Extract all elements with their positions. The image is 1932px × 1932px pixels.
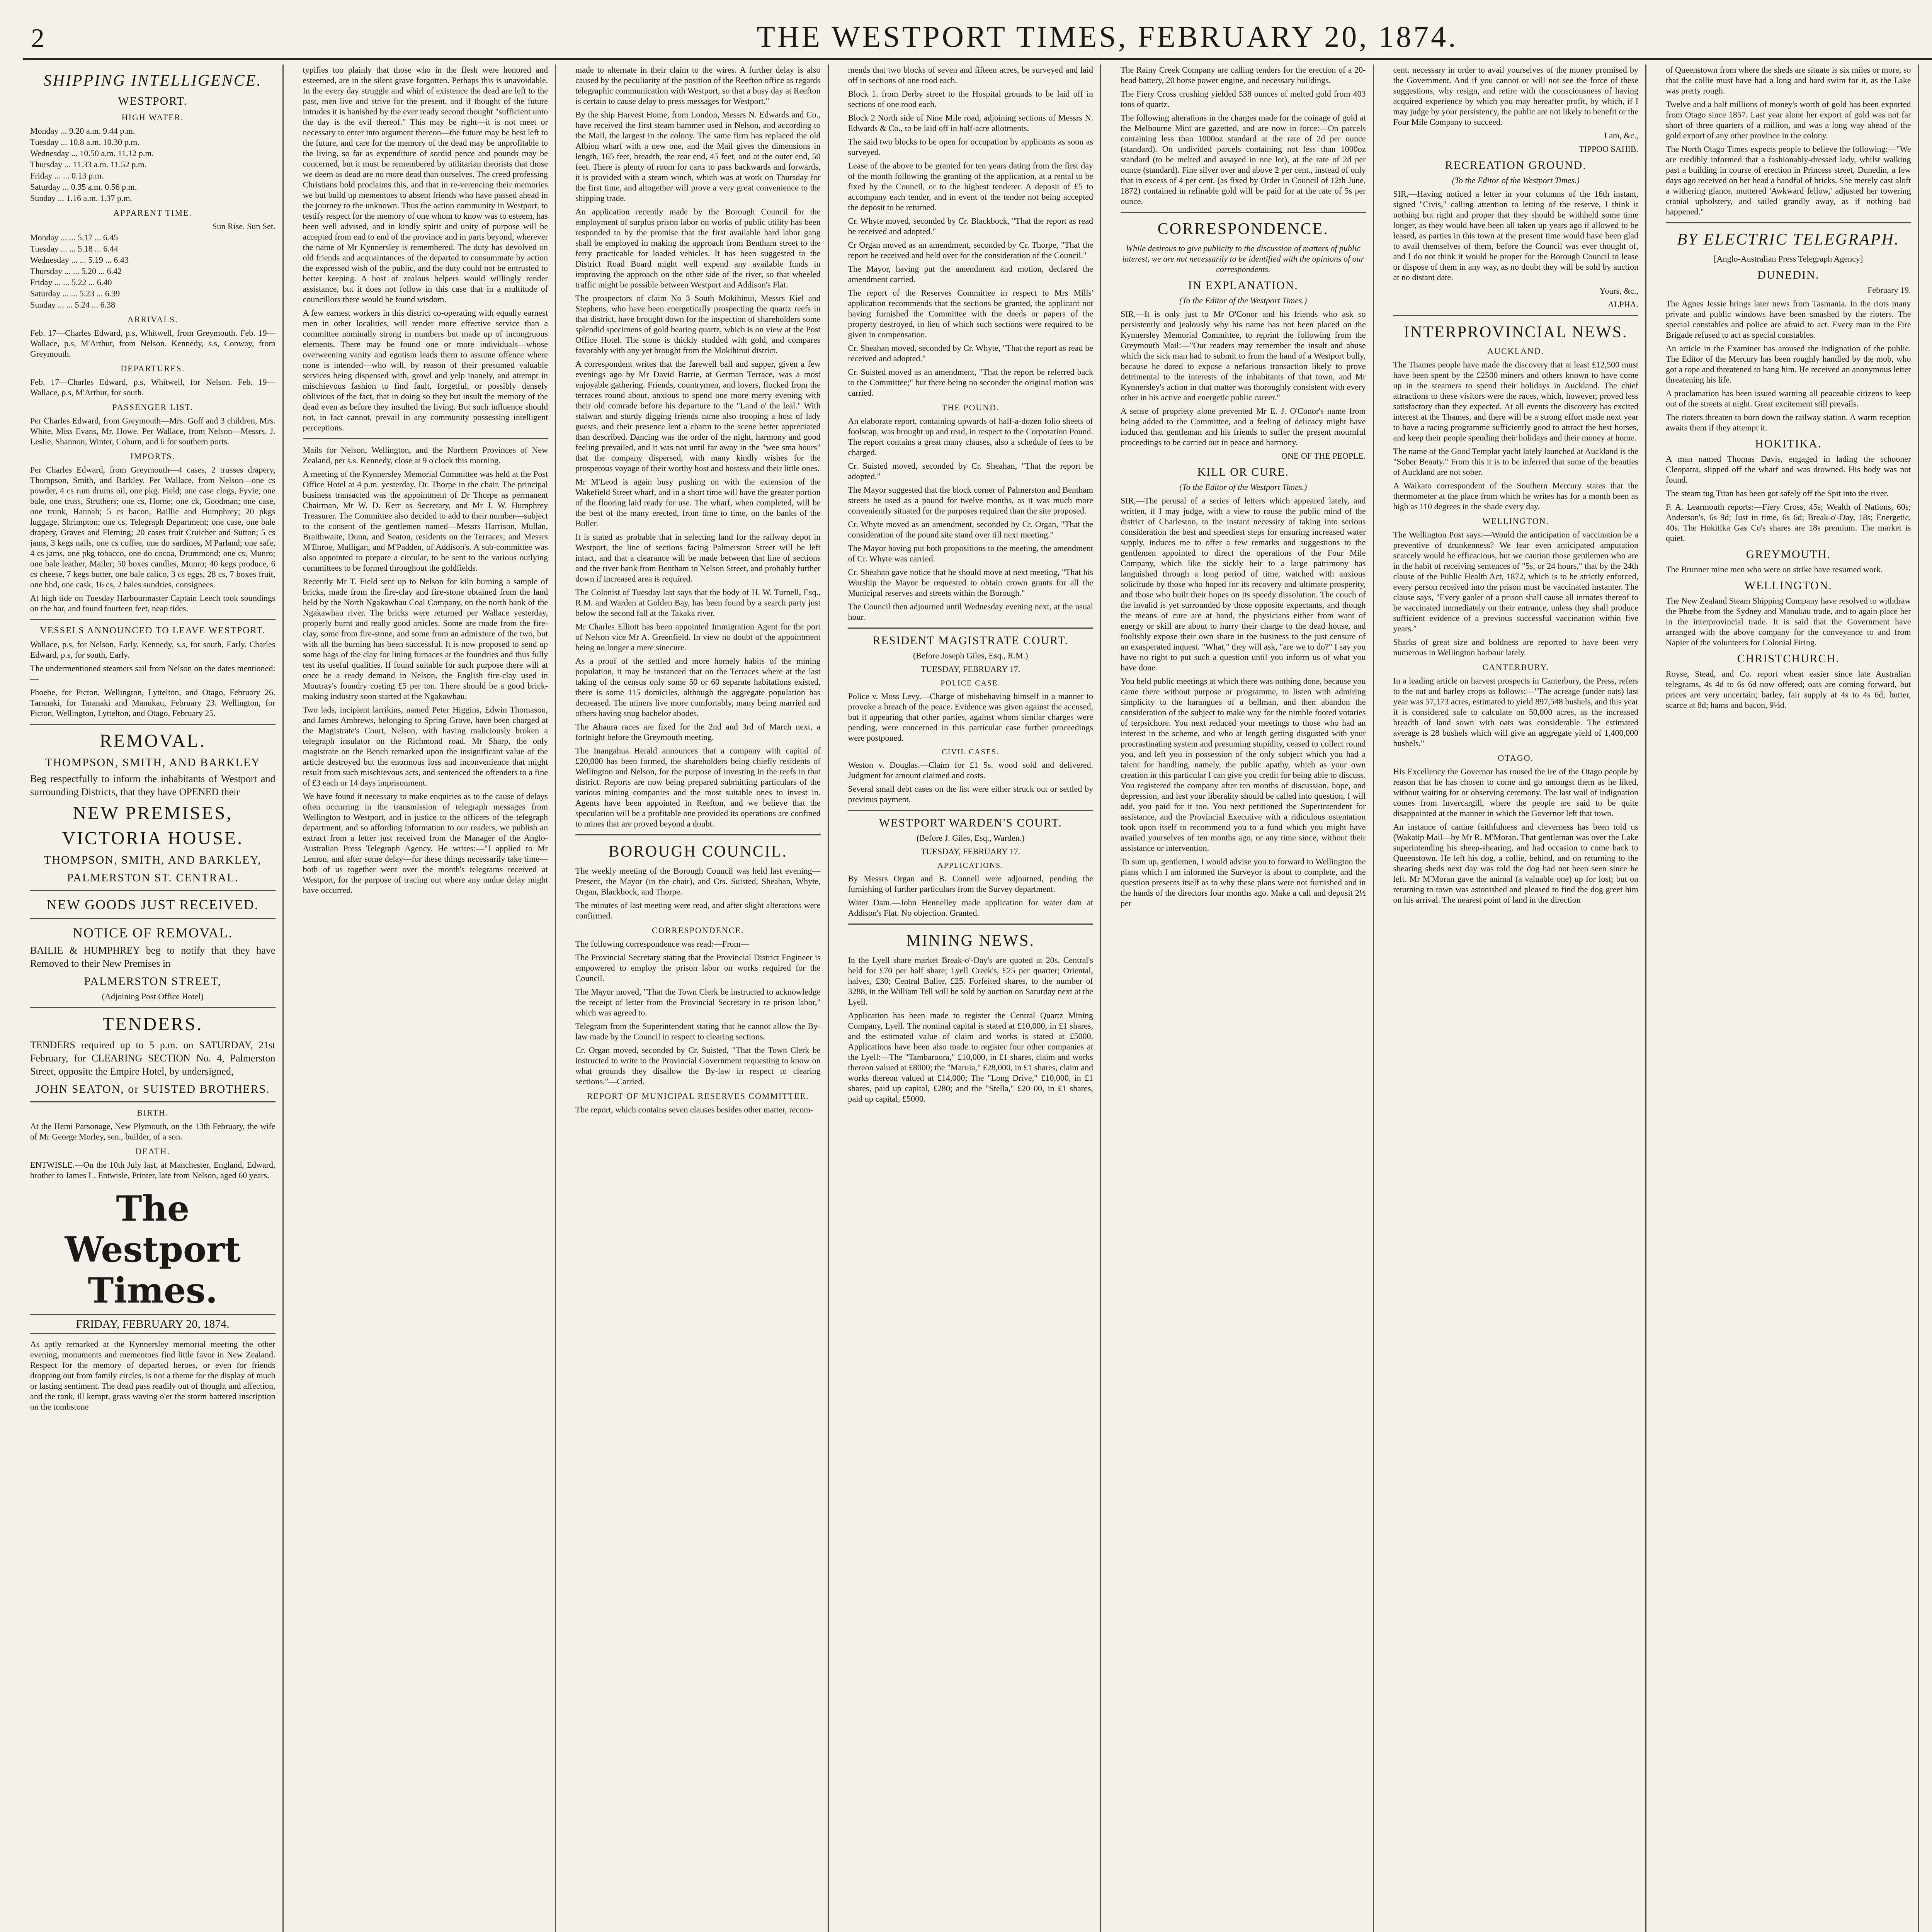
divider (575, 834, 821, 835)
telegram-paragraph: The Brunner mine men who were on strike have resumed work. (1666, 565, 1883, 574)
telegram-paragraph: The steam tug Titan has been got safely off the Spit into the river. (1666, 488, 1889, 498)
council-paragraph: Cr. Organ moved, seconded by Cr. Suisted, "That the Town Clerk be instructed to write to the Provincial Government requesting to know on what grounds they disallow the By-law in respect to clearing sections."—Carried. (575, 1045, 821, 1086)
news-paragraph: An instance of canine faithfulness and cleverness has been told us (Wakatip Mail—by Mr R. M'Moran. That gentleman was over the Lake superintending his sheep-shearing, and had occasion to come back to Queenstown. He left his dog, a collie, behind, and on returning to the shearing sheds next day was told the dog had not been seen since he left. Mr M'Moran gave the animal (a valuable one) up for lost; but on returning to town was astonished and pleased to find the dog greet him on his arrival. The nearest point of land in the direction (1393, 822, 1638, 905)
warden-court-sub: (Before J. Giles, Esq., Warden.) (917, 833, 1025, 843)
telegram-paragraph: The Agnes Jessie brings later news from Tasmania. In the riots many private and public windows have been smashed by the rioters. The special constables and police are afraid to act. Every man in the Fire Brigade refused to act as special constables. (1666, 299, 1911, 340)
news-paragraph: In a leading article on harvest prospects in Canterbury, the Press, refers to the oat and barley crops as follows:—"The acreage (under oats) last year was 57,173 acres, estimated to yield 897,548 bushels, and this year it is considered safe to calculate on 50,000 acres, as the increased breadth of land sown with oats was considerable. The estimated average is 28 bushels which will give an aggregate yield of 1,400,000 bushels." (1393, 676, 1638, 748)
news-paragraph: The Colonist of Tuesday last says that the body of H. W. Turnell, Esq., R.M. and Warden at Golden Bay, has been found by a search party just below the second fall at the Takaka river. (575, 587, 821, 618)
rm-court-heading: RESIDENT MAGISTRATE COURT. (872, 634, 1069, 647)
page-number: 2 (31, 24, 44, 53)
divider (30, 918, 276, 919)
divider (848, 810, 1094, 811)
divider (30, 1101, 276, 1102)
council-paragraph: The report of the Reserves Committee in respect to Mrs Mills' application recommends that the sections be granted, the applicant not having furnished the Committee with the deeds or papers of the property destroyed, in lieu of which such sections were required to be given in compensation. (848, 288, 1093, 339)
imports-text: Per Charles Edward, from Greymouth—4 cases, 2 trusses drapery, Thompson, Smith, and Barkley. Per Wallace, from Nelson—one cs powder, 4 cs rum drums oil, one pkg. Field; one case clogs, Fyvie; one bale, one truss, Struthers; one cs, Horne; one ck, Goodman; one case, one trunk, Hannah; 5 cs bacon, Baillie and Humphrey; 20 pkgs luggage, Shrimpton; one cs, Telegraph Department; one case, one bale drapery, Graves and Fleming; 20 cases fruit Cruicher and Sutton; 5 cs jams, 3 kegs nails, one cs coffee, one do sardines, M'Parland; one safe, 4 cs jams, one pkg tobacco, one do cocoa, Drummond; one cs, Munro; one bale leather, Mailer; 50 boxes candles, Munro; 40 kegs produce, 6 cs cheese, 7 kegs butter, one bale calico, 3 cs eggs, 28 cs, 7 boxes fruit, one bhd, one cask, 16 cs, 2 bales sundries, consignees. (30, 465, 276, 589)
baillie-text: BAILIE & HUMPHREY beg to notify that they have Removed to their New Premises in (30, 945, 276, 969)
letter-paragraph: A sense of propriety alone prevented Mr E. J. O'Conor's name from being added to the Committee, and a feeling of delicacy might have induced that gentleman and his friends to suffer the present mournful proceedings to be carried out in peace and harmony. (1121, 406, 1366, 447)
letter-signature: Yours, &c., (1599, 286, 1638, 296)
vessels-heading: VESSELS ANNOUNCED TO LEAVE WESTPORT. (40, 626, 266, 636)
court-paragraph: Police v. Moss Levy.—Charge of misbehaving himself in a manner to provoke a breach of the peace. Evidence was given against the accused, but it appearing that other parties, against whom similar charges were pending, were concerned in this particular case further proceedings were postponed. (848, 691, 1093, 743)
council-paragraph: Cr. Suisted moved as an amendment, "That the report be referred back to the Committee;" but there being no seconder the original motion was carried. (848, 367, 1093, 398)
divider (1393, 315, 1639, 316)
telegram-paragraph: Royse, Stead, and Co. report wheat easier since late Australian telegrams, 4s 4d to 6s 6d now offered; oats are coming forward, but prices are very uncertain; barley, fair supply at 4s to 4s 6d; butter, scarce at 8d; hams and bacon, 9½d. (1666, 669, 1911, 710)
interprovincial-heading: INTERPROVINCIAL NEWS. (1404, 323, 1628, 341)
rm-court-sub: (Before Joseph Giles, Esq., R.M.) (913, 651, 1028, 660)
news-paragraph: The North Otago Times expects people to believe the following:—"We are credibly informed that a fashionably-dressed lady, whilst walking past a building in course of erection in Princess street, Dunedin, a few days ago received on her head a handful of bricks. She merely cast aloft a withering glance, muttered 'Awkward fellow,' adjusted her towering cranial upholstery, and sailed grandly away, as if nothing had happened." (1666, 144, 1911, 216)
correspondence-heading: CORRESPONDENCE. (1157, 220, 1329, 238)
death-text: ENTWISLE.—On the 10th July last, at Manchester, England, Edward, brother to James L. Entwisle, Printer, late from Nelson, aged 60 years. (30, 1160, 276, 1180)
divider (30, 724, 276, 725)
sun-row: Sunday ... ... 5.24 ... 6.38 (30, 300, 115, 310)
applications-heading: APPLICATIONS. (937, 861, 1004, 870)
news-paragraph: made to alternate in their claim to the wires. A further delay is also caused by the peculiarity of the position of the Reefton office as regards telegraphic communication with Westport, so that a busy day at Reefton is certain to cause delay to press messages for Westport." (575, 65, 821, 106)
mining-paragraph: Application has been made to register the Central Quartz Mining Company, Lyell. The nominal capital is stated at £10,000, in £1 shares, and the estimated value of claim and works is stated at £5000. Applications have been also made to register four other companies at the Lyell:—The "Tambaroora," £10,000, in £1 shares, claim and works thereon valued at £8000; the "Maruia," £28,000, in £1 shares, claim and works thereon valued at £14,000; The "Long Drive," £10,000, in £1 shares, paid up capital, £280; and the "Stella," £20 00, in £1 shares, paid up capital, £5000. (848, 1010, 1093, 1104)
adjoining-note: (Adjoining Post Office Hotel) (102, 992, 204, 1001)
telegram-paragraph: F. A. Learmouth reports:—Fiery Cross, 45s; Wealth of Nations, 60s; Anderson's, 6s 9d; Just in time, 6s 6d; Break-o'-Day, 18s; Energetic, 40s. The Hokitika Gas Co's shares are 18s premium. The market is quiet. (1666, 502, 1911, 543)
news-paragraph: The Thames people have made the discovery that at least £12,500 must have been spent by the £2500 miners and others known to have come up in the steamers to spend their holidays in Auckland. The chief attractions to these visitors were the races, which, however, proved less satisfactory than they expected. At all events the discovery has excited interest at the Thames, and there will be a strong effort made next year to have a racing programme sufficiently good to attract the best horses, and keep their people spending their holidays and their money at home. (1393, 360, 1638, 442)
dunedin-heading: DUNEDIN. (1757, 269, 1820, 281)
greymouth-heading: GREYMOUTH. (1746, 548, 1831, 561)
tenders-text: TENDERS required up to 5 p.m. on SATURDAY, 21st February, for CLEARING SECTION No. 4, Palmerston Street, opposite the Empire Hotel, by undersigned, (30, 1039, 276, 1077)
council-paragraph: The weekly meeting of the Borough Council was held last evening—Present, the Mayor (in the chair), and Crs. Suisted, Sheahan, Whyte, Organ, Blackbock, and Thorpe. (575, 866, 821, 896)
article-paragraph: A few earnest workers in this district co-operating with equally earnest men in other localities, will render more effective service than a committee nominally strong in numbers but made up of incongruous elements. There may be found one or more individuals—whose overweening vanity and egotism leads them to assume offence where none is intended—who will, by reason of their presumed valuable services being dispensed with, growl and yelp inanely, and attempt in mischievous fashion to find fault, forgetful, or possibly densely oblivious of the fact, that in doing so they but insult the memory of the dead even as before they insulted the living. But such influence should not, in fact cannot, prevail in any community possessing intelligent perceptions. (303, 308, 548, 432)
news-paragraph: A Waikato correspondent of the Southern Mercury states that the thermometer at the place from which he writes has for a month been as high as 110 degrees in the shade every day. (1393, 481, 1638, 511)
tide-row: Tuesday ... 10.8 a.m. 10.30 p.m. (30, 137, 139, 147)
canterbury-heading: CANTERBURY. (1482, 662, 1549, 672)
letter-signature: TIPPOO SAHIB. (1578, 144, 1638, 154)
column-7 (1659, 65, 1919, 1932)
news-paragraph: By the ship Harvest Home, from London, Messrs N. Edwards and Co., have received the first steam hammer used in Nelson, and according to the Mail, the largest in the colony. The same firm has replaced the old Albion wharf with a new one, and the Mail gives the dimensions in length, 165 feet, breadth, the rear end, 45 feet, and at the outer end, 50 feet. There is plenty of room for carts to pass backwards and forwards, it is provided with a steam winch, which was at work on Thursday for the first time, and altogether will prove a very great convenience to the shipping trade. (575, 110, 821, 203)
recreation-to: (To the Editor of the Westport Times.) (1452, 175, 1580, 185)
hokitika-heading: HOKITIKA. (1755, 437, 1822, 450)
leader-text: As aptly remarked at the Kynnersley memorial meeting the other evening, monuments and mementoes find little favor in New Zealand. Respect for the memory of departed heroes, or even for friends dropping out from family circles, is not a theme for the display of much or lasting sentiment. The dead pass readily out of thought and affection, and the rank, ill kempt, grass waving o'er the storm battered inscription on the tombstone (30, 1339, 276, 1412)
court-paragraph: Several small debt cases on the list were either struck out or settled by previous payment. (848, 784, 1093, 804)
divider (848, 628, 1094, 629)
column-2 (296, 65, 556, 1932)
arrivals-text: Feb. 17—Charles Edward, p.s, Whitwell, from Greymouth. Feb. 19—Wallace, p.s, M'Arthur, from Nelson. Kennedy, s.s, Conway, from Greymouth. (30, 328, 276, 359)
tender-names: JOHN SEATON, or SUISTED BROTHERS. (35, 1083, 270, 1095)
council-paragraph: The Mayor moved, "That the Town Clerk be instructed to acknowledge the receipt of letter from the Provincial Secretary in re prison labor," which was agreed to. (575, 987, 821, 1017)
letter-paragraph: You held public meetings at which there was nothing done, because you came there without purpose or programme, to listen with admiring simplicity to the harangues of a bellman, and then abandon the consideration of the subject to make way for the nimble footed votaries of terpsichore. You next reduced your meetings to those who had an interest in the scheme, and who at length getting disgusted with your procrastinating system and presuming stupidity, ceased to collect round you, and left you in possession of the only subject which you had a talent for handling, namely, the public apathy, which as your own creation in this particular I can give you credit for being able to discuss. You registered the company after ten months of discussion, hope, and depression, and lest your liberality should be called into question, I will add, you paid for it too. You next petitioned the Superintendent for assistance, and the Provincial Executive with a ridiculous ostentation took upon itself to recommend you to a fund which you might have availed yourselves of ten months ago, or any time since, without their assistance or intervention. (1121, 676, 1366, 853)
paper-title: The Westport Times. (65, 1188, 241, 1311)
telegram-paragraph: The New Zealand Steam Shipping Company have resolved to withdraw the Phœbe from the Sydney and Manukau trade, and to again place her in the interprovincial trade. It is said that the Government have arranged with the above company for the conveyance to and from Napier of the volunteers for Colonial Firing. (1666, 596, 1911, 647)
otago-heading: OTAGO. (1498, 753, 1534, 763)
dunedin-date: February 19. (1867, 285, 1911, 295)
letter-paragraph: SIR,—It is only just to Mr O'Conor and his friends who ask so persistently and jealously why his name has not been placed on the Kynnersley Memorial Committee, to reprint the following from the Greymouth Mail:—"Our readers may remember the insult and abuse which the sick man had to submit to from the hand of a Westport bully, because he dared to expose a nefarious transaction likely to prove detrimental to the interests of the inhabitants of that town, and Mr Kynnersley's action in that matter was thoroughly consistent with every other in his active and energetic public career." (1121, 309, 1366, 402)
letter-paragraph: cent. necessary in order to avail yourselves of the money promised by the Government. And if you cannot or will not see the force of these suggestions, why resign, and retire with the consciousness of having acquired experience by which you may hereafter profit, by which, if I may judge by your persistency, the public are not likely to benefit or the Four Mile Company to succeed. (1393, 65, 1638, 127)
removal-text: Beg respectfully to inform the inhabitants of Westport and surrounding Districts, that they have OPENED their (30, 773, 276, 798)
columns (23, 65, 1932, 1932)
news-paragraph: The Wellington Post says:—Would the anticipation of vaccination be a preventive of drunkenness? We fear even anticipated amputation scarcely would be efficacious, but we caution those gentlemen who are in the habit of receiving sentences of "5s, or 24 hours," that by the 24th clause of the Public Health Act, 1872, which is to be strictly enforced, every person received into the prison must be vaccinated instanter. The clause says, "Every gaoler of a prison shall cause all inmates thereof to be vaccinated immediately on their entrance, unless they shall produce sufficient evidence of a previous successful vaccination within five years." (1393, 530, 1638, 633)
court-paragraph: Water Dam.—John Hennelley made application for water dam at Addison's Flat. No objection. Granted. (848, 898, 1093, 918)
council-paragraph: Cr. Suisted moved, seconded by Cr. Sheahan, "That the report be adopted." (848, 461, 1093, 481)
warden-court-heading: WESTPORT WARDEN'S COURT. (879, 816, 1062, 829)
council-paragraph: An elaborate report, containing upwards of half-a-dozen folio sheets of foolscap, was brought up and read, in respect to the Corporation Pound. The report contains a great many clauses, also a schedule of fees to be charged. (848, 416, 1093, 457)
column-5 (1114, 65, 1374, 1932)
arrivals-heading: ARRIVALS. (127, 315, 178, 324)
departures-heading: DEPARTURES. (121, 364, 185, 373)
news-paragraph: A meeting of the Kynnersley Memorial Committee was held at the Post Office Hotel at 4 p.m. yesterday, Dr. Thorpe in the chair. The principal business transacted was the appointment of Dr Thorpe as permanent Chairman, Mr W. D. Kerr as Secretary, and Mr J. W. Humphrey Treasurer. The Committee also decided to add to their number—subject to the consent of the gentlemen named—Messrs Harrison, Mullan, Braithwaite, Dunn, and Seaton, residents on the Terraces; and Messrs M'Enroe, Mulligan, and M'Padden, of Addison's. A sub-committee was also appointed to prepare a circular, to be sent to the various outlying committees to be formed throughout the goldfields. (303, 469, 548, 573)
sun-row: Friday ... ... 5.22 ... 6.40 (30, 277, 112, 287)
correspondence-subheading: CORRESPONDENCE. (652, 925, 744, 935)
letter-signature: I am, &c., (1604, 131, 1638, 140)
kill-or-cure-heading: KILL OR CURE. (1197, 466, 1289, 478)
apparent-time-heading: APPARENT TIME. (113, 208, 192, 218)
letter-paragraph: SIR,—The perusal of a series of letters which appeared lately, and written, if I may judge, with a view to rouse the public mind of the district of Charleston, to the instant necessity of taking into serious consideration the best and speediest steps for ensuring increased water supply, induces me to offer a few remarks and suggestions to the gentlemen appointed to direct the operations of the Four Mile Company, which like the sickly heir to a large patrimony has languished through a long period of time, watched with anxious solicitude by those who hoped for its recovery and ultimate prosperity, and those who built their hopes on its speedy dissolution. The couch of the invalid is yet surrounded by those opposite expectants, and though the means of cure are at hand, the physicians either from want of energy or skill are about to hurry their charge to the dead house, and foolishly expose their own share in the business to the just censure of an exasperated inquest. "What," they will ask, "are we to do?" I say you have no right to put such a question until you inform us of what you have done. (1121, 496, 1366, 672)
news-paragraph: An application recently made by the Borough Council for the employment of surplus prison labor on works of public utility has been responded to by the promise that the first available hard labor gang shall be employed in making the approach from Bentham street to the ferry practicable for loaded vehicles. It has been suggested to the District Road Board might well expend any available funds in improving the approach on the other side of the river, so that wheeled traffic might be possible between Westport and Addison's Flat. (575, 207, 821, 289)
council-paragraph: The report, which contains seven clauses besides other matter, recom- (575, 1105, 813, 1114)
column-4 (841, 65, 1102, 1932)
council-paragraph: mends that two blocks of seven and fifteen acres, be surveyed and laid off in sections of one rood each. (848, 65, 1093, 85)
news-paragraph: As a proof of the settled and more homely habits of the mining population, it may be instanced that on the Terraces where at the last taking of the census only some 50 or 60 separate habitations existed, there is some 115 domiciles, although the aggregate population has decreased. The miners live more comfortably, many being married and others having snug bachelor abodes. (575, 656, 821, 718)
tide-row: Saturday ... 0.35 a.m. 0.56 p.m. (30, 182, 137, 192)
new-premises: NEW PREMISES, (73, 803, 233, 823)
column-3 (568, 65, 829, 1932)
birth-text: At the Hemi Parsonage, New Plymouth, on the 13th February, the wife of Mr George Morley, sen., builder, of a son. (30, 1121, 276, 1141)
palmerston-central: PALMERSTON ST. CENTRAL. (67, 871, 239, 884)
council-paragraph: Block 2 North side of Nine Mile road, adjoining sections of Messrs N. Edwards & Co., to be laid off in half-acre allotments. (848, 113, 1093, 133)
passenger-text: Per Charles Edward, from Greymouth—Mrs. Goff and 3 children, Mrs. White, Miss Evans, Mr. Howe. Per Wallace, from Nelson—Messrs. J. Leslie, Shannon, Winter, Coburn, and 6 for southern ports. (30, 416, 276, 446)
news-paragraph: Mr Charles Elliott has been appointed Immigration Agent for the port of Nelson vice Mr A. Greenfield. In view no doubt of the appointment being no longer a mere sinecure. (575, 622, 821, 652)
tide-row: Sunday ... 1.16 a.m. 1.37 p.m. (30, 193, 132, 203)
tide-row: Friday ... ... 0.13 p.m. (30, 171, 104, 180)
report-subheading: REPORT OF MUNICIPAL RESERVES COMMITTEE. (587, 1091, 809, 1101)
new-goods: NEW GOODS JUST RECEIVED. (46, 897, 259, 912)
council-paragraph: The said two blocks to be open for occupation by applicants as soon as surveyed. (848, 137, 1093, 157)
news-paragraph: Mails for Nelson, Wellington, and the Northern Provinces of New Zealand, per s.s. Kennedy, close at 9 o'clock this morning. (303, 445, 548, 465)
article-paragraph: typifies too plainly that those who in the flesh were honored and esteemed, are in the silent grave forgotten. Perhaps this is unavoidable. In the every day struggle and whirl of existence the dead are left to the past, men live and strive for the present, and if thought of the future intrudes it is banished by the ever ready second thought "sufficient unto the day is the evil thereof." This may be right—it is not meet or necessary to enter into argument thereon—the future may be best left to the future, and care for the memory of the dead may be unprofitable to the living, so far as expenditure of sordid pence and pounds may be concerned, but it must be remembered by utilitarian theorists that those we deem as dead are no more dead than ourselves. The creed professing Christians hold proclaims this, and that in re-verencing their memories we but build up mementoes to absent friends who have passed ahead in the journey to the unknown. Thus the action community in Westport, to testify respect for the memory of one whom to know was to esteem, has been well advised, and in kindly spirit and unity of purpose will be accepted from end to end of the province and in parts beyond, wherever the name of Mr Kynnersley is remembered. The duty has devolved on old friends and acquaintances of the departed to consummate by action the expressed wish of the public, and the duty could not be entrusted to better keeping. A host of zealous helpers would willingly render assistance, but it does not follow in this case that in a multitude of councillors there would be found wisdom. (303, 65, 548, 304)
council-paragraph: The Mayor having put both propositions to the meeting, the amendment of Cr. Whyte was carried. (848, 543, 1093, 563)
notice-removal-heading: NOTICE OF REMOVAL. (73, 925, 233, 940)
council-paragraph: The Provincial Secretary stating that the Provincial District Engineer is empowered to employ the prison labor on works required for the Council. (575, 952, 821, 983)
telegram-paragraph: The rioters threaten to burn down the railway station. A warm reception awaits them if they attempt it. (1666, 412, 1911, 432)
paper-date: FRIDAY, FEBRUARY 20, 1874. (30, 1314, 276, 1334)
court-paragraph: By Messrs Organ and B. Connell were adjourned, pending the furnishing of further particulars from the Survey department. (848, 874, 1093, 894)
victoria-house: VICTORIA HOUSE. (62, 828, 244, 849)
borough-heading: BOROUGH COUNCIL. (608, 843, 787, 861)
sun-header: Sun Rise. Sun Set. (212, 221, 276, 231)
masthead-title: THE WESTPORT TIMES, FEBRUARY 20, 1874. (757, 20, 1458, 53)
tenders-heading: TENDERS. (102, 1014, 203, 1034)
recreation-heading: RECREATION GROUND. (1445, 159, 1587, 172)
council-paragraph: Cr. Sheahan moved, seconded by Cr. Whyte, "That the report as read be received and adopted." (848, 343, 1093, 363)
explanation-heading: IN EXPLANATION. (1188, 279, 1298, 292)
news-paragraph: His Excellency the Governor has roused the ire of the Otago people by reason that he has chosen to come and go amongst them as he liked, without waiting for or observing ceremony. The last wail of indignation comes from Invercargill, where the people are said to be quite disappointed at the manner in which the Governor left that town. (1393, 767, 1638, 818)
divider (1121, 212, 1366, 213)
council-paragraph: Telegram from the Superintendent stating that he cannot allow the By-law made by the Council in respect to clearing sections. (575, 1021, 821, 1041)
divider (30, 1007, 276, 1008)
council-paragraph: The minutes of last meeting were read, and after slight alterations were confirmed. (575, 900, 821, 920)
police-case-heading: POLICE CASE. (940, 679, 1001, 687)
telegram-paragraph: A man named Thomas Davis, engaged in lading the schooner Cleopatra, slipped off the wharf and was drowned. His body was not found. (1666, 454, 1911, 485)
removal-heading: REMOVAL. (99, 731, 206, 751)
departures-text: Feb. 17—Charles Edward, p.s, Whitwell, for Nelson. Feb. 19—Wallace, p.s, M'Arthur, for south. (30, 377, 276, 397)
council-paragraph: The Mayor suggested that the block corner of Palmerston and Bentham streets be used as a pound for twelve months, as it was much more conveniently situated for the purposes required than the site proposed. (848, 485, 1093, 515)
news-paragraph: Sharks of great size and boldness are reported to have been very numerous in Wellington harbour lately. (1393, 637, 1638, 657)
news-paragraph: Twelve and a half millions of money's worth of gold has been exported from Otago since 1857. Last year alone her export of gold was not far short of three quarters of a million, and was a long way ahead of the gold export of any other province in the colony. (1666, 99, 1911, 140)
steamers-intro: The undermentioned steamers sail from Nelson on the dates mentioned:— (30, 663, 276, 684)
council-paragraph: Block 1. from Derby street to the Hospital grounds to be laid off in sections of one rood each. (848, 89, 1093, 109)
explanation-to: (To the Editor of the Westport Times.) (1179, 296, 1307, 305)
imports-heading: IMPORTS. (130, 451, 175, 461)
death-heading: DEATH. (135, 1146, 170, 1156)
news-paragraph: A correspondent writes that the farewell ball and supper, given a few evenings ago by Mr David Barrie, at German Terrace, was a most enjoyable gathering. Friends, countrymen, and lovers, flocked from the terraces round about, anxious to spend one more merry evening with their old comrade before his departure to the "Land o' the leal." With stalwart and sturdy digging friends came also trooping a host of lady guests, and their presence lent a charm to the scene better appreciated than described. Dancing was the order of the night, harmony and good feeling prevailed, and it was not until far away in the "wee sma hours" that the company dispersed, with many kindly wishes for the prosperous voyage of their worthy host and hostess and their little ones. (575, 359, 821, 473)
letter-paragraph: SIR,—Having noticed a letter in your columns of the 16th instant, signed "Civis," calling attention to letting of the reserve, I think it nothing but right and proper that they should be withheld some time longer, as they would have been all taken up years ago if allowed to be leased, as parties in this town at the present time would have been glad to avail themselves of them, before the Council was ever thought of, and I do not think it would be proper for the Borough Council to lease or dispose of them in any way, as no doubt they will be sold by auction at no distant date. (1393, 189, 1638, 282)
warden-court-date: TUESDAY, FEBRUARY 17. (921, 847, 1020, 856)
westport-subheading: WESTPORT. (118, 95, 188, 107)
news-paragraph: The prospectors of claim No 3 South Mokihinui, Messrs Kiel and Stephens, who have been energetically prospecting the quartz reefs in that district, have brought down for the inspection of shareholders some splendid specimens of gold bearing quartz, which is on view at the Post Office Hotel. The stone is thickly studded with gold, and compares favorably with any yet brought from the Mokihinui district. (575, 293, 821, 355)
civil-cases-heading: CIVIL CASES. (942, 748, 1000, 756)
letter-signature: ALPHA. (1608, 299, 1638, 309)
vessels-text: Wallace, p.s, for Nelson, Early. Kennedy, s.s, for south, Early. Charles Edward, p.s, for south, Early. (30, 639, 276, 660)
news-paragraph: We have found it necessary to make enquiries as to the cause of delays often occurring in the transmission of telegraph messages from Wellington to Westport, and in justice to the officers of the telegraph department, and so affording information to our readers, we publish an extract from a letter just received from the Manager of the Anglo-Australian Press Telegraph Agency. He writes:—"I applied to Mr Lemon, and after some delay—for these things necessarily take time—both of us together went over the month's telegrams received at Westport, for the purpose of tracing out where any undue delay might have occurred. (303, 791, 548, 895)
divider (30, 890, 276, 891)
telegraph-agency: [Anglo-Australian Press Telegraph Agency] (1714, 254, 1863, 264)
mining-news-heading: MINING NEWS. (906, 932, 1035, 950)
tide-row: Thursday ... 11.33 a.m. 11.52 p.m. (30, 160, 147, 169)
council-paragraph: The Council then adjourned until Wednesday evening next, at the usual hour. (848, 602, 1093, 622)
pound-subheading: THE POUND. (941, 403, 1000, 412)
auckland-heading: AUCKLAND. (1487, 346, 1544, 356)
column-1 (23, 65, 284, 1932)
sun-row: Saturday ... ... 5.23 ... 6.39 (30, 289, 120, 298)
firm-name: THOMPSON, SMITH, AND BARKLEY (45, 756, 260, 769)
sun-row: Thursday ... ... 5.20 ... 6.42 (30, 266, 122, 276)
mining-paragraph: The following alterations in the charges made for the coinage of gold at the Melbourne Mint are gazetted, and are now in force:—On parcels containing less than 1000oz standard at the rate of 2d per ounce (standard). On undivided parcels containing not less than 1000oz standard (to be melted and assayed in one lot), at the rate of 2d per ounce (standard). Fine silver over and above 2 per cent., instead of only that in excess of 4 per cent. (as fixed by Order in Council of 12th June, 1872) contained in refinable gold will be paid for at the rate of 5s per ounce. (1121, 113, 1366, 206)
news-paragraph: of Queenstown from where the sheds are situate is six miles or more, so that the collie must have had a long and hard swim for it, as the Lake was pretty rough. (1666, 65, 1911, 95)
tide-row: Wednesday ... 10.50 a.m. 11.12 p.m. (30, 148, 154, 158)
harbour-note: At high tide on Tuesday Harbourmaster Captain Leech took soundings on the bar, and found fourteen feet, neap tides. (30, 593, 276, 613)
wellington-heading: WELLINGTON. (1482, 516, 1549, 526)
council-paragraph: Cr. Whyte moved as an amendment, seconded by Cr. Organ, "That the consideration of the pound site stand over till next meeting." (848, 519, 1093, 539)
council-paragraph: Cr Organ moved as an amendment, seconded by Cr. Thorpe, "That the report be received and held over for the consideration of the Council." (848, 240, 1093, 260)
news-paragraph: The Inangahua Herald announces that a company with capital of £20,000 has been formed, the shareholders being chiefly residents of Wellington and Nelson, for the purpose of investing in the reefs in that district. Reports are now being prepared submitting particulars of the various mining companies and the most suitable ones to invest in. Agents have been appointed in Reefton, and we believe that the speculation will be a profitable one provided its operations are confined to mines that are proved beyond a doubt. (575, 746, 821, 828)
news-paragraph: Two lads, incipient larrikins, named Peter Higgins, Edwin Thomason, and James Ambrews, belonging to Spring Grove, have been charged at the Magistrate's Court, Nelson, with having maliciously broken a telegraph insulator on the Richmond road. Mr Sharp, the only magistrate on the Bench remarked upon the insignificant value of the article destroyed but the enormous loss and inconvenience that might result from such mischievous acts, and sentenced the offenders to a fine of £3 each or 14 days imprisonment. (303, 705, 548, 787)
mining-paragraph: The Fiery Cross crushing yielded 538 ounces of melted gold from 403 tons of quartz. (1121, 89, 1366, 109)
masthead-bar (23, 15, 1932, 60)
sun-row: Tuesday ... ... 5.18 ... 6.44 (30, 244, 118, 253)
column-6 (1386, 65, 1647, 1932)
correspondence-note: While desirous to give publicity to the discussion of matters of public interest, we are not necessarily to be identified with the opinions of our correspondents. (1122, 243, 1364, 274)
telegram-paragraph: An article in the Examiner has aroused the indignation of the public. The Editor of the Mercury has been roughly handled by the mob, who got a rope and threatened to hang him. He received an anonymous letter threatening his life. (1666, 344, 1911, 384)
news-paragraph: The Ahaura races are fixed for the 2nd and 3rd of March next, a fortnight before the Greymouth meeting. (575, 722, 821, 742)
council-paragraph: Lease of the above to be granted for ten years dating from the first day of the month following the granting of the application, at a rental to be fixed by the Council, or to the highest tenderer. A deposit of £5 to accompany each tender, and in event of the tender not being accepted the deposit to be returned. (848, 161, 1093, 212)
sun-row: Wednesday ... ... 5.19 ... 6.43 (30, 255, 129, 265)
sun-row: Monday ... ... 5.17 ... 6.45 (30, 233, 118, 242)
christchurch-heading: CHRISTCHURCH. (1737, 652, 1840, 665)
high-water-heading: HIGH WATER. (121, 112, 184, 122)
news-paragraph: Mr M'Leod is again busy pushing on with the extension of the Wakefield Street wharf, and in a short time will have the greater portion of the flooring laid ready for use. The wharf, when completed, will be the best of the many erected, from time to time, on the banks of the Buller. (575, 477, 821, 528)
steamers-text: Phoebe, for Picton, Wellington, Lyttelton, and Otago, February 26. Taranaki, for Taranaki and Manukau, February 23. Wellington, for Picton, Wellington, Lyttelton, and Otago, February 25. (30, 687, 276, 718)
council-paragraph: The Mayor, having put the amendment and motion, declared the amendment carried. (848, 264, 1093, 284)
passenger-heading: PASSENGER LIST. (112, 402, 194, 412)
shipping-heading: SHIPPING INTELLIGENCE. (43, 72, 262, 90)
wellington-tel-heading: WELLINGTON. (1744, 579, 1832, 592)
firm-name-2: THOMPSON, SMITH, AND BARKLEY, (44, 854, 262, 866)
telegram-paragraph: A proclamation has been issued warning all peaceable citizens to keep out of the streets at night. Great excitement still prevails. (1666, 388, 1911, 408)
mining-paragraph: In the Lyell share market Break-o'-Day's are quoted at 20s. Central's held for £70 per half share; Lyell Creek's, £25 per quarter; Oriental, halves, £30; Central Buller, £25. Forfeited shares, to the number of 3288, in the William Tell will be sold by auction on Saturday next at the Lyell. (848, 955, 1093, 1007)
divider (30, 619, 276, 620)
council-paragraph: Cr. Whyte moved, seconded by Cr. Blackbock, "That the report as read be received and adopted." (848, 216, 1093, 236)
letter-signature: ONE OF THE PEOPLE. (1281, 451, 1366, 461)
news-paragraph: The name of the Good Templar yacht lately launched at Auckland is the "Sober Beauty." From this it is to be inferred that some of the beauties of Auckland are not sober. (1393, 446, 1638, 477)
divider (848, 923, 1094, 925)
divider (303, 438, 548, 439)
palmerston-street: PALMERSTON STREET, (84, 975, 221, 988)
kill-or-cure-to: (To the Editor of the Westport Times.) (1179, 482, 1307, 492)
letter-paragraph: To sum up, gentlemen, I would advise you to forward to Wellington the plans which I am informed the Surveyor is about to complete, and the question presents itself as to why these plans were not furnished and in the hands of the directors four months ago. Make a call and deposit 2½ per (1121, 857, 1366, 908)
court-paragraph: Weston v. Douglas.—Claim for £1 5s. wood sold and delivered. Judgment for amount claimed and costs. (848, 760, 1093, 780)
news-paragraph: Recently Mr T. Field sent up to Nelson for kiln burning a sample of bricks, made from the fire-clay and fire-stone obtained from the land held by the North Ngakawhau Coal Company, on the north bank of the Ngakawhau river. The bricks were returned per Wallace yesterday, properly burnt and really good articles. Some are made from the fire-clay, some from fire-stone, and some from an admixture of the two, but with all the burning has been successful. It is now proposed to send up some bags of the clay for lining furnaces at the foundries and thus fully test its useful qualities. If found suitable for such purpose there will at once be a ready demand in Nelson, the English fire-clay used in Moutray's foundry costing £5 per ton. There should be a good brick-making industry soon started at the Ngakawhau. (303, 577, 548, 701)
birth-heading: BIRTH. (137, 1108, 169, 1117)
news-paragraph: It is stated as probable that in selecting land for the railway depot in Westport, the line of sections facing Palmerston Street will be left intact, and that a clearance will be made between that line of sections and the river bank from Bentham to Nelson Street, and probably further down if increased area is required. (575, 532, 821, 583)
rm-court-date: TUESDAY, FEBRUARY 17. (921, 664, 1020, 674)
telegraph-heading: BY ELECTRIC TELEGRAPH. (1677, 231, 1900, 248)
mining-paragraph: The Rainy Creek Company are calling tenders for the erection of a 20-head battery, 20 horse power engine, and necessary buildings. (1121, 65, 1366, 85)
tide-row: Monday ... 9.20 a.m. 9.44 p.m. (30, 126, 135, 136)
council-paragraph: Cr. Sheahan gave notice that he should move at next meeting, "That his Worship the Mayor be requested to obtain crown grants for all the Municipal reserves and streets within the Borough." (848, 567, 1093, 598)
council-paragraph: The following correspondence was read:—From— (575, 939, 749, 949)
divider (1666, 222, 1911, 223)
